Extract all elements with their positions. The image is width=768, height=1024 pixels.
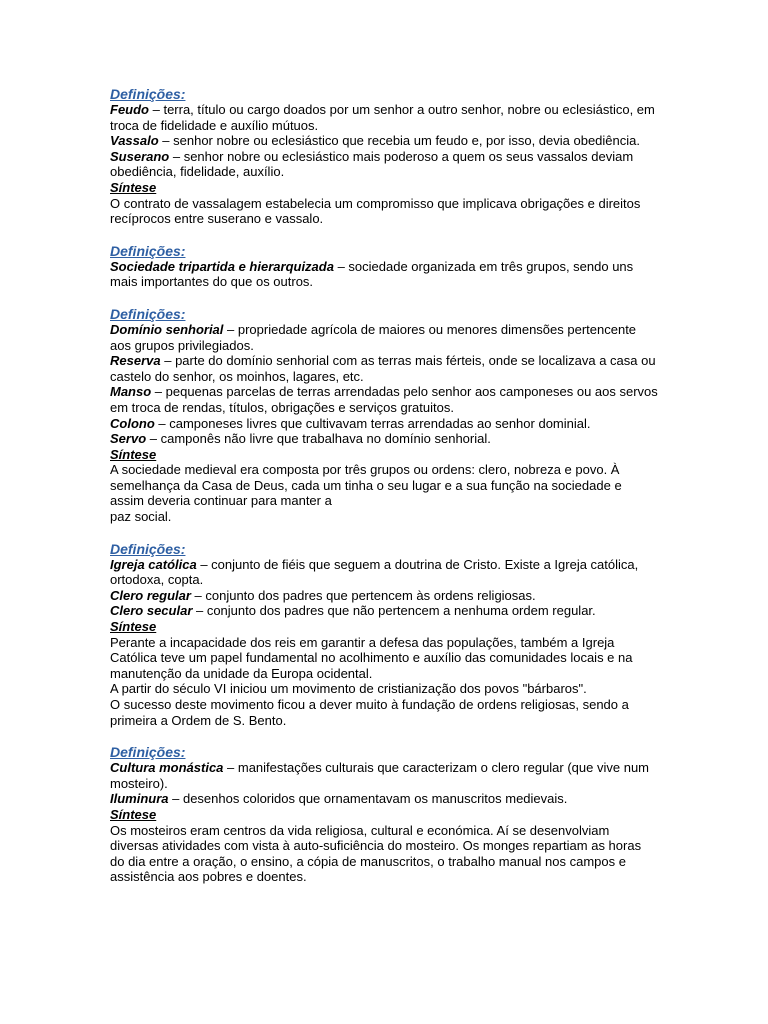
section-heading: Definições: xyxy=(110,744,186,761)
section-heading: Definições: xyxy=(110,540,186,557)
definition-term: Domínio senhorial xyxy=(110,321,224,337)
definition-text: – pequenas parcelas de terras arrendadas pelo senhor aos camponeses ou aos servos em troca de rendas, títulos, obrigações e serviços gratuitos. xyxy=(110,384,658,415)
synthesis-paragraph: Os mosteiros eram centros da vida religiosa, cultural e económica. Aí se desenvolviam diversas atividades com vista à auto-suficiência do mosteiro. Os monges repartiam as horas do dia entre a oração, o ensino, a cópia de manuscritos, o trabalho manual nos campos e assistência aos pobres e doentes. xyxy=(110,822,642,885)
definition-item xyxy=(110,133,658,149)
synthesis-paragraph: paz social. xyxy=(110,509,172,525)
definition-term: Colono xyxy=(110,415,155,431)
definition-item xyxy=(110,588,658,604)
synthesis-label: Síntese xyxy=(110,179,157,195)
section-manorial-domain xyxy=(110,306,658,525)
definition-item xyxy=(110,102,658,133)
definition-term: Suserano xyxy=(110,148,170,164)
definition-item xyxy=(110,603,658,619)
definition-term: Clero secular xyxy=(110,603,193,619)
definition-item xyxy=(110,791,658,807)
definition-term: Iluminura xyxy=(110,791,169,807)
section-heading: Definições: xyxy=(110,305,186,322)
definition-text: – camponês não livre que trabalhava no domínio senhorial. xyxy=(146,431,491,447)
definition-item xyxy=(110,760,658,791)
definition-item xyxy=(110,353,658,384)
definition-text: – propriedade agrícola de maiores ou menores dimensões pertencente aos grupos privilegiados. xyxy=(110,321,637,353)
definition-text: – conjunto de fiéis que seguem a doutrina de Cristo. Existe a Igreja católica, ortodoxa, copta. xyxy=(110,556,639,588)
synthesis-paragraph: O contrato de vassalagem estabelecia um compromisso que implicava obrigações e direitos recíprocos entre suserano e vassalo. xyxy=(110,195,641,227)
section-monastic-culture xyxy=(110,744,658,885)
definition-item xyxy=(110,431,658,447)
definition-term: Vassalo xyxy=(110,133,159,149)
definition-item xyxy=(110,557,658,588)
definition-text: – sociedade organizada em três grupos, sendo uns mais importantes do que os outros. xyxy=(110,258,634,290)
definition-term: Igreja católica xyxy=(110,556,197,572)
definition-text: – parte do domínio senhorial com as terras mais férteis, onde se localizava a casa ou castelo do senhor, os moinhos, lagares, etc. xyxy=(110,353,656,384)
synthesis-paragraph: O sucesso deste movimento ficou a dever muito à fundação de ordens religiosas, sendo a primeira a Ordem de S. Bento. xyxy=(110,697,629,728)
definition-text: – senhor nobre ou eclesiástico que recebia um feudo e, por isso, devia obediência. xyxy=(158,133,640,149)
definition-term: Clero regular xyxy=(110,587,191,603)
synthesis-paragraph: A partir do século VI iniciou um movimento de cristianização dos povos "bárbaros". xyxy=(110,681,587,697)
definition-item xyxy=(110,384,658,415)
synthesis-paragraph: A sociedade medieval era composta por três grupos ou ordens: clero, nobreza e povo. À semelhança da Casa de Deus, cada um tinha o seu lugar e a sua função na sociedade e assim deveria continuar para manter a xyxy=(110,462,622,509)
document-page xyxy=(110,86,658,901)
definition-text: – senhor nobre ou eclesiástico mais poderoso a quem os seus vassalos deviam obediência, fidelidade, auxílio. xyxy=(110,148,634,180)
definition-term: Cultura monástica xyxy=(110,760,224,776)
definition-item xyxy=(110,149,658,180)
definition-text: – conjunto dos padres que não pertencem a nenhuma ordem regular. xyxy=(192,603,596,619)
definition-item xyxy=(110,259,658,290)
section-society xyxy=(110,243,658,290)
definition-text: – camponeses livres que cultivavam terras arrendadas ao senhor dominial. xyxy=(154,415,591,431)
definition-item xyxy=(110,322,658,353)
definition-term: Sociedade tripartida e hierarquizada xyxy=(110,258,334,274)
definition-item xyxy=(110,416,658,432)
section-heading: Definições: xyxy=(110,242,186,259)
section-feudalism xyxy=(110,86,658,227)
definition-term: Reserva xyxy=(110,353,161,369)
definition-term: Manso xyxy=(110,384,152,400)
definition-text: – conjunto dos padres que pertencem às ordens religiosas. xyxy=(190,587,536,603)
definition-text: – terra, título ou cargo doados por um senhor a outro senhor, nobre ou eclesiástico, em troca de fidelidade e auxílio mútuos. xyxy=(110,102,655,133)
definition-text: – manifestações culturais que caracterizam o clero regular (que vive num mosteiro). xyxy=(110,760,650,791)
synthesis-label: Síntese xyxy=(110,446,157,462)
definition-term: Feudo xyxy=(110,102,149,117)
section-heading: Definições: xyxy=(110,86,186,102)
section-church xyxy=(110,541,658,729)
definition-text: – desenhos coloridos que ornamentavam os manuscritos medievais. xyxy=(168,791,568,807)
synthesis-paragraph: Perante a incapacidade dos reis em garantir a defesa das populações, também a Igreja Católica teve um papel fundamental no acolhimento e auxílio das comunidades locais e na manutenção da unidade da Europa ocidental. xyxy=(110,634,633,681)
synthesis-label: Síntese xyxy=(110,619,157,635)
synthesis-label: Síntese xyxy=(110,806,157,822)
definition-term: Servo xyxy=(110,431,147,447)
